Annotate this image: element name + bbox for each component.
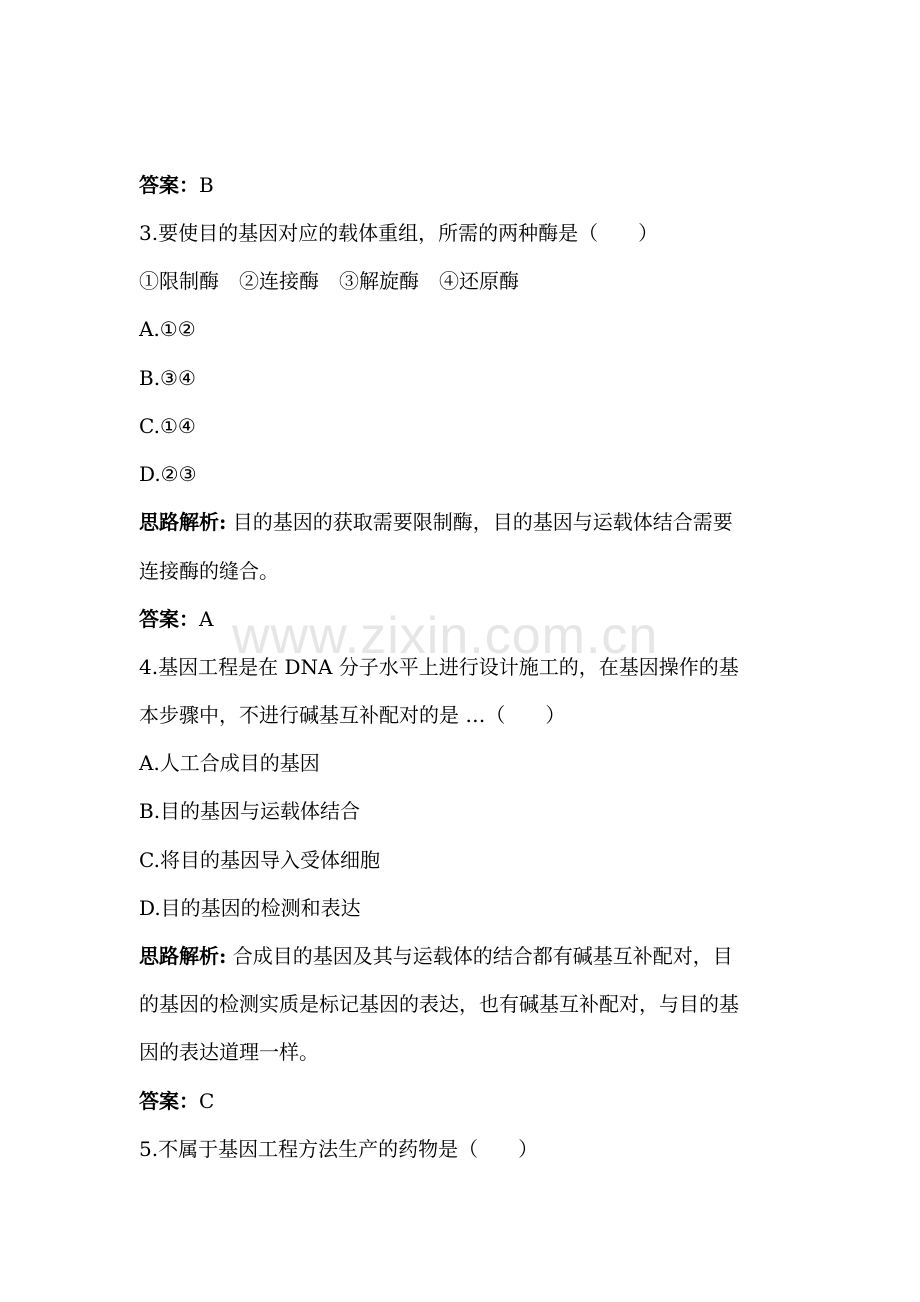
q4-option-a: A.人工合成目的基因 bbox=[139, 751, 320, 775]
q4-analysis-cont-1: 的基因的检测实质是标记基因的表达，也有碱基互补配对，与目的基 bbox=[139, 992, 739, 1016]
q4-answer bbox=[139, 1089, 214, 1113]
q3-option-d: D.②③ bbox=[139, 462, 197, 486]
analysis-label: 思路解析: bbox=[139, 510, 227, 534]
q4-option-d: D.目的基因的检测和表达 bbox=[139, 896, 361, 920]
analysis-text: 目的基因的获取需要限制酶，目的基因与运载体结合需要 bbox=[226, 510, 733, 534]
q3-stem: 3.要使目的基因对应的载体重组，所需的两种酶是（ ） bbox=[139, 221, 659, 245]
analysis-text: 合成目的基因及其与运载体的结合都有碱基互补配对，目 bbox=[226, 944, 733, 968]
q3-answer bbox=[139, 607, 213, 631]
answer-value: A bbox=[199, 607, 214, 631]
q4-option-c: C.将目的基因导入受体细胞 bbox=[139, 848, 380, 872]
q3-analysis bbox=[139, 510, 733, 534]
answer-value: B bbox=[199, 173, 214, 197]
q4-analysis bbox=[139, 944, 733, 968]
q5-stem: 5.不属于基因工程方法生产的药物是（ ） bbox=[139, 1137, 539, 1161]
q3-analysis-cont: 连接酶的缝合。 bbox=[139, 559, 279, 583]
answer-label: 答案： bbox=[139, 607, 199, 631]
q3-option-b: B.③④ bbox=[139, 366, 196, 390]
answer-label: 答案： bbox=[139, 1089, 199, 1113]
q4-stem: 4.基因工程是在 DNA 分子水平上进行设计施工的，在基因操作的基 bbox=[139, 655, 739, 679]
q2-answer bbox=[139, 173, 214, 197]
q4-option-b: B.目的基因与运载体结合 bbox=[139, 799, 361, 823]
watermark-text: www.zixin.com.cn bbox=[232, 607, 659, 665]
q3-items: ①限制酶 ②连接酶 ③解旋酶 ④还原酶 bbox=[139, 269, 519, 293]
answer-value: C bbox=[199, 1089, 215, 1113]
q3-option-c: C.①④ bbox=[139, 414, 196, 438]
q3-option-a: A.①② bbox=[139, 317, 196, 341]
q4-stem-cont: 本步骤中，不进行碱基互补配对的是 …（ ） bbox=[139, 703, 566, 727]
q4-analysis-cont-2: 因的表达道理一样。 bbox=[139, 1040, 319, 1064]
answer-label: 答案： bbox=[139, 173, 199, 197]
analysis-label: 思路解析: bbox=[139, 944, 227, 968]
